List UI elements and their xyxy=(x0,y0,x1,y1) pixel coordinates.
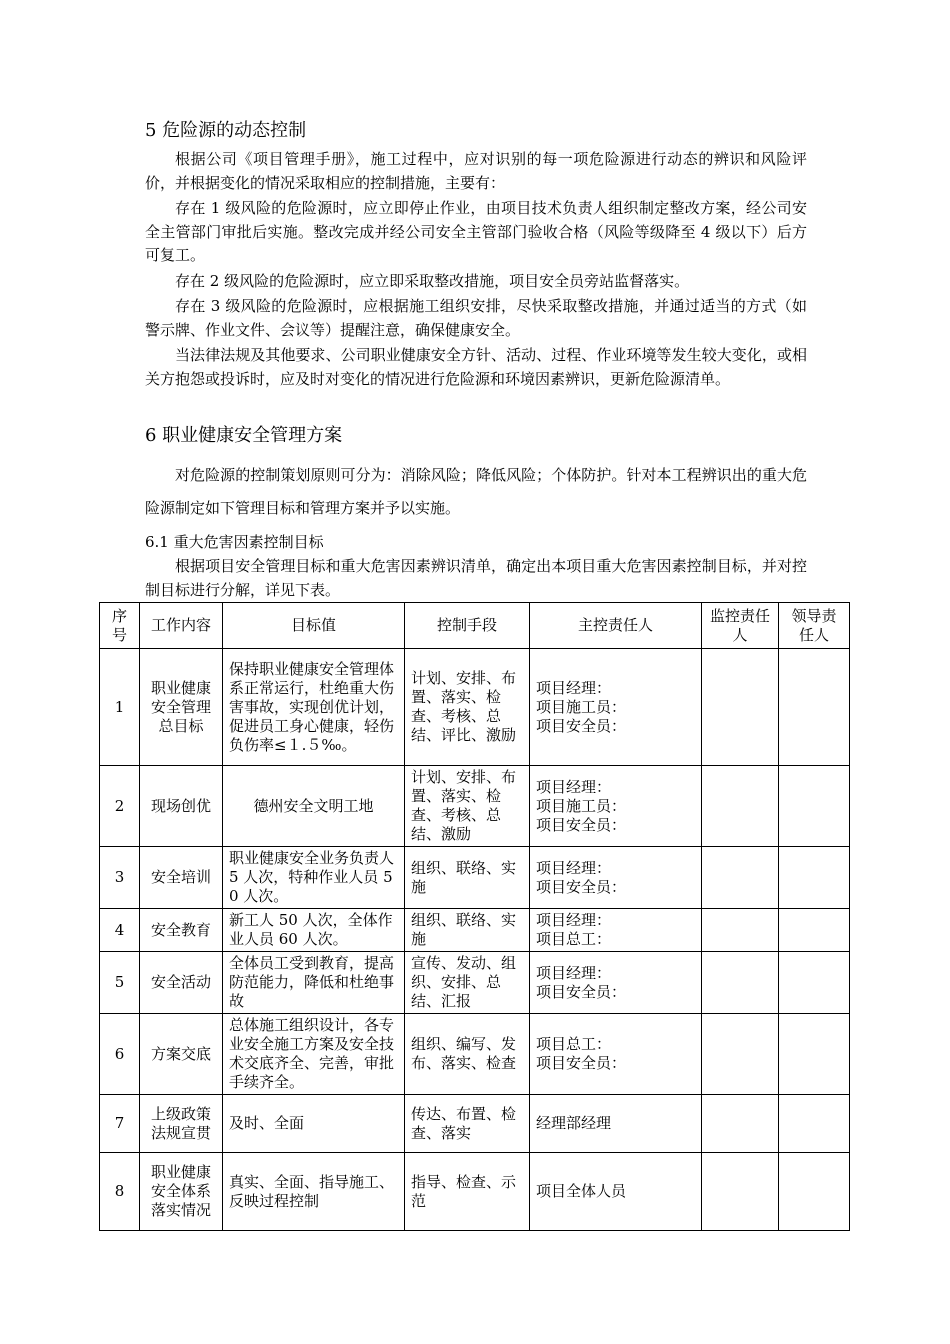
row-work: 方案交底 xyxy=(140,1014,223,1095)
row-work: 安全教育 xyxy=(140,909,223,952)
table-row xyxy=(100,909,850,952)
row-main-responsible: 项目经理： 项目施工员： 项目安全员： xyxy=(530,649,702,766)
row-main-responsible: 项目全体人员 xyxy=(530,1153,702,1231)
header-no: 序号 xyxy=(100,603,140,649)
row-no: 5 xyxy=(100,952,140,1014)
header-means: 控制手段 xyxy=(405,603,530,649)
row-target: 总体施工组织设计，各专业安全施工方案及安全技术交底齐全、完善，审批手续齐全。 xyxy=(223,1014,405,1095)
table-right-edge-line xyxy=(849,1140,850,1218)
row-monitor-responsible xyxy=(702,1153,779,1231)
section-5-paragraph-4: 存在 3 级风险的危险源时，应根据施工组织安排，尽快采取整改措施，并通过适当的方式（如警示牌、作业文件、会议等）提醒注意，确保健康安全。 xyxy=(145,297,807,339)
row-target: 真实、全面、指导施工、反映过程控制 xyxy=(223,1153,405,1231)
row-no: 7 xyxy=(100,1095,140,1153)
table-row xyxy=(100,1095,850,1153)
row-no: 6 xyxy=(100,1014,140,1095)
row-target: 全体员工受到教育，提高防范能力，降低和杜绝事故 xyxy=(223,952,405,1014)
row-no: 2 xyxy=(100,766,140,847)
row-no: 8 xyxy=(100,1153,140,1231)
header-work: 工作内容 xyxy=(140,603,223,649)
row-leader-responsible xyxy=(779,649,850,766)
table-row xyxy=(100,1014,850,1095)
row-means: 宣传、发动、组织、安排、总结、汇报 xyxy=(405,952,530,1014)
section-5-paragraph-1: 根据公司《项目管理手册》，施工过程中，应对识别的每一项危险源进行动态的辨识和风险评价，并根据变化的情况采取相应的控制措施，主要有： xyxy=(145,150,807,192)
row-monitor-responsible xyxy=(702,909,779,952)
row-monitor-responsible xyxy=(702,1095,779,1153)
row-target: 及时、全面 xyxy=(223,1095,405,1153)
row-target: 保持职业健康安全管理体系正常运行，杜绝重大伤害事故，实现创优计划，促进员工身心健康，轻伤负伤率≤１.５‰。 xyxy=(223,649,405,766)
section-6-1-title: 6.1 重大危害因素控制目标 xyxy=(145,533,324,551)
row-target: 新工人 50 人次，全体作业人员 60 人次。 xyxy=(223,909,405,952)
row-work: 职业健康安全管理总目标 xyxy=(140,649,223,766)
row-leader-responsible xyxy=(779,766,850,847)
row-leader-responsible xyxy=(779,952,850,1014)
row-no: 3 xyxy=(100,847,140,909)
header-main-responsible: 主控责任人 xyxy=(530,603,702,649)
row-leader-responsible xyxy=(779,847,850,909)
table-row xyxy=(100,847,850,909)
row-no: 1 xyxy=(100,649,140,766)
row-leader-responsible xyxy=(779,1014,850,1095)
row-main-responsible: 项目总工： 项目安全员： xyxy=(530,1014,702,1095)
section-5-paragraph-5: 当法律法规及其他要求、公司职业健康安全方针、活动、过程、作业环境等发生较大变化，或相关方抱怨或投诉时，应及时对变化的情况进行危险源和环境因素辨识，更新危险源清单。 xyxy=(145,346,807,388)
row-monitor-responsible xyxy=(702,766,779,847)
row-main-responsible: 项目经理： 项目安全员： xyxy=(530,847,702,909)
row-main-responsible: 项目经理： 项目总工： xyxy=(530,909,702,952)
row-monitor-responsible xyxy=(702,952,779,1014)
row-means: 组织、联络、实施 xyxy=(405,909,530,952)
row-work: 安全活动 xyxy=(140,952,223,1014)
row-monitor-responsible xyxy=(702,1014,779,1095)
row-main-responsible: 项目经理： 项目施工员： 项目安全员： xyxy=(530,766,702,847)
row-leader-responsible xyxy=(779,909,850,952)
row-no: 4 xyxy=(100,909,140,952)
row-means: 计划、安排、布置、落实、检查、考核、总结、评比、激励 xyxy=(405,649,530,766)
row-target: 职业健康安全业务负责人 5 人次，特种作业人员 50 人次。 xyxy=(223,847,405,909)
control-targets-table xyxy=(99,602,850,1231)
row-monitor-responsible xyxy=(702,649,779,766)
row-means: 指导、检查、示范 xyxy=(405,1153,530,1231)
section-5-title: 5 危险源的动态控制 xyxy=(145,120,307,141)
section-5-paragraph-2: 存在 1 级风险的危险源时，应立即停止作业，由项目技术负责人组织制定整改方案，经公司安全主管部门审批后实施。整改完成并经公司安全主管部门验收合格（风险等级降至 4 级以下）后方可复工。 xyxy=(145,199,807,264)
row-means: 组织、联络、实施 xyxy=(405,847,530,909)
table-row xyxy=(100,766,850,847)
table-row xyxy=(100,1153,850,1231)
table-header-row xyxy=(100,603,850,649)
section-6-1-paragraph: 根据项目安全管理目标和重大危害因素辨识清单，确定出本项目重大危害因素控制目标，并对控制目标进行分解，详见下表。 xyxy=(145,557,807,599)
header-leader-responsible: 领导责任人 xyxy=(779,603,850,649)
section-6-paragraph: 对危险源的控制策划原则可分为：消除风险；降低风险；个体防护。针对本工程辨识出的重大危险源制定如下管理目标和管理方案并予以实施。 xyxy=(145,466,807,517)
row-leader-responsible xyxy=(779,1095,850,1153)
row-target: 德州安全文明工地 xyxy=(223,766,405,847)
header-monitor-responsible: 监控责任人 xyxy=(702,603,779,649)
row-work: 职业健康安全体系落实情况 xyxy=(140,1153,223,1231)
row-work: 现场创优 xyxy=(140,766,223,847)
header-target: 目标值 xyxy=(223,603,405,649)
row-work: 安全培训 xyxy=(140,847,223,909)
row-monitor-responsible xyxy=(702,847,779,909)
row-means: 组织、编写、发布、落实、检查 xyxy=(405,1014,530,1095)
row-main-responsible: 项目经理： 项目安全员： xyxy=(530,952,702,1014)
row-leader-responsible xyxy=(779,1153,850,1231)
row-means: 传达、布置、检查、落实 xyxy=(405,1095,530,1153)
section-5-paragraph-3: 存在 2 级风险的危险源时，应立即采取整改措施，项目安全员旁站监督落实。 xyxy=(175,272,690,290)
section-6-title: 6 职业健康安全管理方案 xyxy=(145,425,343,446)
row-means: 计划、安排、布置、落实、检查、考核、总结、激励 xyxy=(405,766,530,847)
row-work: 上级政策法规宣贯 xyxy=(140,1095,223,1153)
row-main-responsible: 经理部经理 xyxy=(530,1095,702,1153)
table-row xyxy=(100,952,850,1014)
table-row xyxy=(100,649,850,766)
